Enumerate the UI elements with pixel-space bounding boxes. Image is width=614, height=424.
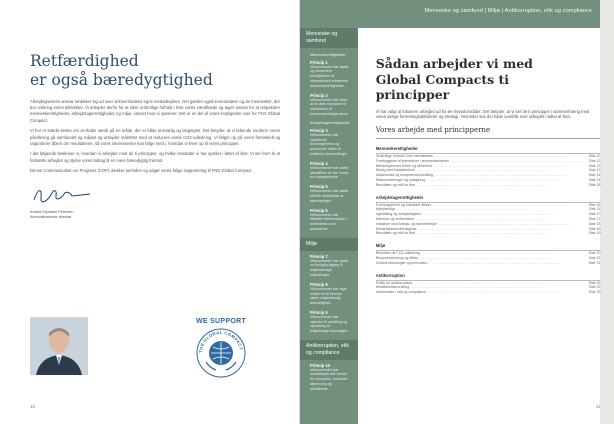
toc-page: Side 15 — [588, 182, 601, 187]
toc-page: Side 18 — [588, 226, 601, 231]
we-support-label: WE SUPPORT — [195, 318, 247, 325]
toc-label: Uddannelse i etik og compliance ..... — [376, 290, 583, 295]
principle-item — [310, 363, 350, 392]
toc-label: Uddannelse og kompetenceudvikling ..... — [376, 173, 583, 178]
toc-group — [376, 273, 601, 295]
toc-group-title: Arbejdstagerrettigheder — [376, 195, 601, 203]
global-compact-logo-icon — [196, 328, 246, 378]
toc-label: Dialog med lokalsamfund ..... — [376, 168, 583, 173]
principle-item — [310, 93, 350, 117]
toc-page: Side 12 — [588, 158, 601, 163]
toc-row[interactable] — [376, 231, 601, 236]
toc-page: Side 21 — [588, 256, 601, 261]
principle-title: Princip 1 — [310, 59, 328, 65]
toc-label: Reduktion af CO2-udledning ..... — [376, 251, 583, 256]
principle-item — [310, 310, 350, 334]
sidebar-subtitle: Arbejdstagerrettigheder — [310, 120, 350, 125]
toc-label: Politik for antikorruption ..... — [376, 281, 583, 286]
principle-title: Princip 10 — [310, 362, 331, 368]
toc-label: Resultater og mål for året ..... — [376, 231, 583, 236]
toc-group — [376, 195, 601, 237]
toc-label: Ressourceforbrug og affald ..... — [376, 256, 583, 261]
toc-page: Side 23 — [588, 290, 601, 295]
toc-page: Side 12 — [588, 154, 601, 159]
toc-row[interactable] — [376, 290, 601, 295]
headline-line-1: Retfærdighed — [30, 52, 139, 70]
toc-row[interactable] — [376, 261, 601, 266]
toc-page: Side 13 — [588, 163, 601, 168]
sidebar-section — [300, 360, 358, 398]
toc-group-title: Miljø — [376, 243, 601, 251]
principle-text: Virksomheder bør støtte en forsigtig tilgang til miljømæssige udfordringer. — [310, 258, 349, 277]
toc-page: Side 22 — [588, 280, 601, 285]
toc-label: Foreningsfrihed og kollektive aftaler ..... — [376, 203, 583, 208]
principle-text: Virksomheder bør tage initiativ til at fremme større miljømæssig ansvarlighed. — [310, 286, 347, 306]
toc-page: Side 18 — [588, 221, 601, 226]
section-title: Vores arbejde med principperne — [376, 126, 601, 139]
toc-group — [376, 146, 601, 188]
headline-line-2: er også bæredygtighed — [30, 71, 213, 89]
paragraph: I det følgende beskriver vi, hvordan vi arbejder med de ti principper, og hvilke resultater vi har opnået i løbet af året. Vi ser frem til at fortsætte arbejdet og styrke vores bidrag til en mere bæredygtig fremtid. — [30, 151, 280, 163]
paragraph: Denne Communication on Progress (COP) dækker perioden og udgør vores årlige rapportering til FN's Global Compact. — [30, 168, 253, 174]
page-number-left: 10 — [30, 404, 36, 409]
toc-page: Side 16 — [588, 202, 601, 207]
toc-label: Resultater og mål for året ..... — [376, 183, 583, 188]
toc-label: Ligestilling og mangfoldighed ..... — [376, 212, 583, 217]
toc-page: Side 21 — [588, 260, 601, 265]
toc-page: Side 19 — [588, 231, 601, 236]
principle-item — [310, 128, 350, 157]
principle-text: Virksomheder bør afskaffe diskrimination i forbindelse med ansættelse. — [310, 212, 348, 231]
toc-label: Indsatser mod tvangs- og børnearbejde ..... — [376, 222, 583, 227]
principle-text: Virksomheder bør modarbejde alle former for korruption, herunder afpresning og bestikkelse. — [310, 367, 348, 391]
principle-item — [310, 254, 350, 278]
toc-page: Side 17 — [588, 217, 601, 222]
toc-page: Side 13 — [588, 168, 601, 173]
sidebar-subtitle: Menneskerettigheder — [310, 52, 346, 57]
principle-item — [310, 161, 350, 180]
principle-text: Virksomheder bør støtte effektiv afskaffelse af børnearbejde. — [310, 189, 349, 203]
right-page — [300, 0, 600, 424]
sidebar-section — [300, 48, 358, 238]
toc-label: Inklusion og fastholdelse ..... — [376, 217, 583, 222]
intro-text: Vi har valgt at fokusere arbejdet ud fra tre hovedområder. Det betyder, at vi ser de ti principper i sammenhæng med vores øvrige forretningsaktiviteter og strategi. Herunder ses det fulde overblik over arbejdet i løbet af året. — [375, 108, 590, 120]
right-main-content — [358, 0, 614, 424]
principle-item — [310, 282, 350, 306]
paragraph: Arbejdsgiverens ansvar strækker sig ud over virksomhedens egne medarbejdere. Det gælder også leverandører og de mennesker, der bor omkring vores aktiviteter. Vi arbejder derfor for at sikre ordentlige forhold i hele vores værdikæde og tager ansvar for at respektere menneskerettigheder, arbejdstagerrettigheder og miljø, uanset hvor vi opererer. Det er en del af vores forpligtelse over for FN's Global Compact. — [30, 99, 280, 123]
toc-row[interactable] — [376, 183, 601, 188]
toc-label: Arbejdsmiljø ..... — [376, 207, 583, 212]
principle-title: Princip 7 — [310, 253, 328, 259]
toc-label: Grønne teknologier og innovation ..... — [376, 261, 583, 266]
principle-title: Princip 2 — [310, 92, 328, 98]
principle-item — [310, 60, 350, 89]
principle-title: Princip 5 — [310, 184, 328, 190]
principle-text: Virksomheder bør opfordre til udvikling og spredning af miljøvenlige teknologier. — [310, 314, 349, 334]
sidebar-section — [300, 251, 358, 341]
page-number-right: 11 — [595, 404, 601, 409]
principle-title: Princip 9 — [310, 309, 328, 315]
toc-label: Whistleblowerordning ..... — [376, 285, 583, 290]
toc-label: Risikovurderinger og opfølgning ..... — [376, 178, 583, 183]
sidebar-section-title: Miljø — [300, 238, 358, 251]
body-text — [30, 99, 280, 175]
un-global-compact-badge — [186, 318, 256, 378]
sidebar-section-title: Antikorruption, etik og compliance — [300, 340, 358, 360]
portrait-illustration — [30, 317, 88, 375]
toc-label: Ordentlige forhold i hele værdikæden ..... — [376, 154, 583, 159]
principles-sidebar — [300, 0, 358, 424]
signature-image — [30, 185, 100, 205]
signer-name: Anders Nymann Petersen — [30, 210, 74, 215]
principle-text: Virksomheder bør støtte og respektere beskyttelsen af internationalt erklærede menneskerettigheder. — [310, 64, 349, 88]
toc-label: Medarbejdernes trivsel og sikkerhed ..... — [376, 164, 583, 169]
left-page — [0, 0, 300, 424]
toc-group-title: Antikorruption — [376, 273, 601, 281]
toc-group-title: Menneskerettigheder — [376, 146, 601, 154]
toc-label: Medarbejderundersøgelse ..... — [376, 227, 583, 232]
signer-title: Administrerende direktør — [30, 215, 72, 220]
page-title-line-1: Sådan arbejder vi med — [375, 56, 533, 71]
toc-group — [376, 243, 601, 265]
toc-page: Side 14 — [588, 178, 601, 183]
toc-page: Side 17 — [588, 212, 601, 217]
paragraph: Vi har et stærkt ønske om at skabe værdi på en måde, der er både ansvarlig og langsigtet. Det betyder, at vi løbende vurderer vores påvirkning på samfundet og miljøet og arbejder målrettet med at reducere vores CO2-udledning. Vi følger op på vores fremskridt og rapporterer åbent om resultaterne, så vores interessenter kan følge med i, hvordan vi lever op til vores principper. — [30, 128, 280, 146]
principle-text: Virksomheder bør opretholde foreningsfrihed og anerkende retten til kollektive forhandlinger. — [310, 132, 348, 156]
toc-page: Side 16 — [588, 207, 601, 212]
portrait-photo — [30, 317, 88, 375]
principle-item — [310, 208, 350, 232]
principle-title: Princip 8 — [310, 281, 328, 287]
headline — [30, 52, 280, 90]
principle-title: Princip 6 — [310, 207, 328, 213]
page-title-line-3: principper — [375, 87, 450, 102]
page-title-line-2: Global Compacts ti — [375, 71, 510, 87]
page-title — [376, 56, 601, 103]
principle-text: Virksomheder bør støtte afskaffelse af alle former for tvangsarbejde. — [310, 165, 350, 180]
toc-page: Side 22 — [588, 285, 601, 290]
toc-label: Forebyggelse af krænkelser i leverandørkæden ..... — [376, 159, 583, 164]
principle-text: Virksomheder bør sikre, at de ikke medvirker til krænkelser af menneskerettighederne. — [310, 97, 349, 116]
toc-page: Side 14 — [588, 173, 601, 178]
header-section-nav: Menneske og samfund | Miljø | Antikorruption, etik og compliance — [424, 8, 592, 14]
sidebar-section-title: Menneske og samfund — [300, 28, 358, 48]
principle-title: Princip 4 — [310, 160, 328, 166]
principle-item — [310, 184, 350, 203]
toc-page: Side 20 — [588, 251, 601, 256]
left-content — [30, 52, 280, 220]
global-compact-ring-text: THE GLOBAL COMPACT — [197, 329, 244, 354]
principle-title: Princip 3 — [310, 127, 328, 133]
